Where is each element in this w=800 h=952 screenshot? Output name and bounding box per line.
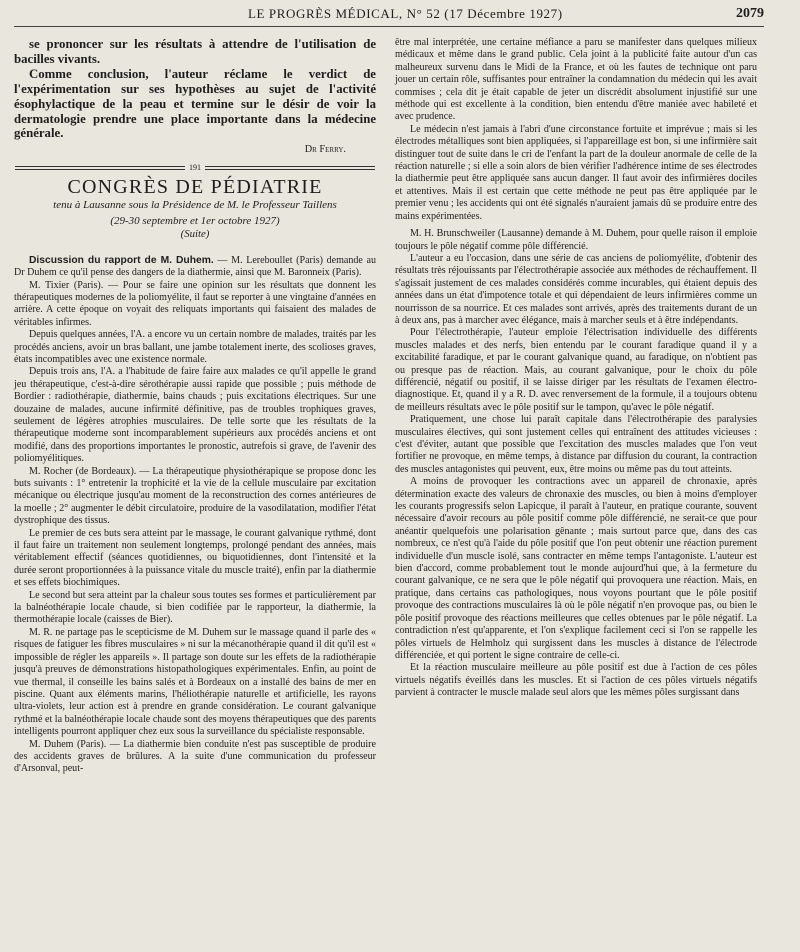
congress-dates: (29-30 septembre et 1er octobre 1927)	[110, 214, 280, 227]
ornament-number: 191	[189, 162, 201, 172]
paragraph: M. H. Brunschweiler (Lausanne) demande à M. Duhem, pour quelle raison il emploie toujours le pôle négatif comme pôle différencié.	[395, 228, 757, 252]
paragraph: A moins de provoquer les contractions avec un appareil de chronaxie, après détermination exacte des valeurs de chronaxie des muscles, ou bien à moins d'employer les courants progressifs selon Lapicque, il paraît à l'auteur, en pratique courante, souvent nécessaire d'avoir recours au pôle positif comme pôle différencié, ne serait-ce que pour anéantir quelquefois une polarisation gênante ; mais surtout parce que, dans des cas nombreux, ce n'est qu'à l'aide du pôle positif que l'on peut obtenir une réaction purement individuelle d'un muscle isolé, sans contracter en même temps l'antagoniste. L'auteur est bien d'accord, comme probablement tout le monde aujourd'hui que, à la fermeture du courant galvanique, ce ne sera que le pôle négatif qui provoquera une réaction. Mais, en pratique, dans certains cas pathologiques, nous voyons pourtant que le pôle positif provoque des contractions musculaires là où le pôle négatif n'en provoque pas, ou bien le pôle positif provoque des réactions meilleures que celles obtenues par le pôle négatif. La contradiction n'est qu'apparente, et l'on s'explique facilement ceci si l'on se rappelle les pôles virtuels de Helmholz qui surgissent dans les muscles à distance de l'électrode différenciée, et qui portent le signe contraire de celle-ci.	[395, 476, 757, 661]
paragraph: Pour l'électrothérapie, l'auteur emploie l'électrisation individuelle des différents muscles malades et des nerfs, bien entendu par le courant faradique quand il y a excitabilité faradique, et par le courant galvanique quand, au faradique, on n'obtient pas ou presque pas de réaction. Mais, au courant galvanique, pour le choix du pôle différencié, négatif ou positif, il se laisse diriger par les résultats de l'examen électro-diagnostique. Et, quand il y a R. D. avec renversement de la formule, il a toujours obtenu de meilleurs résultats avec le pôle positif sur le tampon, qu'avec le pôle négatif.	[395, 327, 757, 413]
discussion-heading: Discussion du rapport de M. Duhem.	[29, 254, 214, 266]
paragraph	[14, 255, 376, 280]
suite-label: (Suite)	[180, 228, 210, 241]
paragraph: M. Duhem (Paris). — La diathermie bien conduite n'est pas susceptible de produire des accidents graves de brûlures. A la suite d'une communication du professeur d'Arsonval, peut-	[14, 738, 376, 775]
discussion-text: — M. Lereboullet (Paris) demande au Dr Duhem ce qu'il pense des dangers de la diathermie, ainsi que M. Baronneix (Paris).	[14, 254, 376, 279]
header-rule	[14, 26, 764, 27]
paragraph: Et la réaction musculaire meilleure au pôle positif est due à l'action de ces pôles virtuels négatifs éveillés dans les muscles. Et si l'action de ces pôles virtuels négatifs parvient à contracter le muscle malade seul alors que les mêmes pôles surgissant dans	[395, 662, 757, 699]
paragraph: Le second but sera atteint par la chaleur sous toutes ses formes et particulièrement par la balnéothérapie locale chaude, si bien codifiée par le rapporteur, la diathermie, la thermothérapie locale (caisses de Bier).	[14, 589, 376, 626]
paragraph: se prononcer sur les résultats à attendre de l'utilisation de bacilles vivants.	[14, 37, 376, 66]
paragraph: Le premier de ces buts sera atteint par le massage, le courant galvanique rythmé, dont il faut faire un traitement non seulement longtemps, prolongé pendant des années, mais véritablement effectif (séances quotidiennes, ou biquotidiennes, dont l'intensité et la durée seront proportionnées à la puissance vitale du muscle traité), enfin par la diathermie et ses effets biochimiques.	[14, 527, 376, 589]
paragraph: Comme conclusion, l'auteur réclame le verdict de l'expérimentation sur ses hypothèses au sujet de l'activité ésophylactique de la peau et termine sur le désir de voir la dermatologie prendre une place importante dans la médecine générale.	[14, 66, 376, 141]
left-column	[14, 37, 376, 776]
section-ornament	[14, 163, 376, 173]
paragraph: M. R. ne partage pas le scepticisme de M. Duhem sur le massage quand il parle des « risques de fatiguer les fibres musculaires » ni sur la mécanothérapie quand il dit qu'il est « impossible de régler les appareils ». Il partage son doute sur les effets de la radiothérapie jusqu'à preuves de démonstrations histopathologiques expérimentales. Enfin, au point de vue thermal, il conseille les bains salés et à Bordeaux on a installé des bains de mer en piscine. Quant aux éléments marins, l'héliothérapie naturelle et artificielle, les rayons ultra-violets, leur action est à prendre en grande considération. Le courant galvanique rythmé et la balnéothérapie locale chaude sont des moyens thérapeutiques que des parents intelligents pourront appliquer chez eux sous la surveillance du spécialiste responsable.	[14, 626, 376, 738]
section-title: CONGRÈS DE PÉDIATRIE	[67, 176, 323, 199]
paragraph: Pratiquement, une chose lui paraît capitale dans l'électrothérapie des paralysies musculaires électives, qui sont justement celles qui entraînent des attitudes vicieuses : c'est d'éviter, autant que possible que l'excitation des muscles malades que l'on veut fortifier ne provoque, en même temps, à distance par diffusion du courant, la contraction des muscles antagonistes qui peuvent, eux, être moins ou même pas du tout atteints.	[395, 414, 757, 475]
paragraph: Depuis quelques années, l'A. a encore vu un certain nombre de malades, traités par les procédés anciens, avoir un bras ballant, une jambe totalement inerte, des scolioses graves, états incompatibles avec une existence normale.	[14, 329, 376, 365]
running-title: LE PROGRÈS MÉDICAL, N° 52 (17 Décembre 1927)	[248, 6, 563, 21]
paragraph: M. Rocher (de Bordeaux). — La thérapeutique physiothérapique se propose donc les buts suivants : 1° entretenir la trophicité et la vie de la cellule musculaire par excitation mécanique ou électrique jusqu'au moment de la reconstruction des cornes antérieures de la moelle ; 2° augmenter le débit circulatoire, produire de la vasodilatation, modifier l'état dystrophique des tissus.	[14, 465, 376, 527]
page-header	[14, 6, 764, 24]
page-number: 2079	[736, 6, 764, 21]
right-column	[395, 37, 757, 700]
paragraph: L'auteur a eu l'occasion, dans une série de cas anciens de poliomyélite, d'obtenir des résultats très réjouissants par l'électrothérapie associée aux méthodes de réchauffement. Il s'agissait justement de ces malades considérés comme incurables, qui étaient depuis des années dans un état d'impotence totale et qui dépendaient de leurs infirmières comme un nourrisson de sa nourrice. Et ces malades sont arrivés, après des traitements durant de un à deux ans, pas à marcher avec élégance, mais à marcher seuls et à être indépendants.	[395, 252, 757, 326]
paragraph: Depuis trois ans, l'A. a l'habitude de faire faire aux malades ce qu'il appelle le grand jeu thérapeutique, c'est-à-dire sérothérapie aussi rapide que possible ; puis méthode de Bordier : radiothérapie, diathermie, bains chauds ; puis excitations électriques. Sur une douzaine de malades, aucune infirmité définitive, pas de troubles trophiques graves, seulement de légères atrophies musculaires. De telle sorte que les résultats de la thérapeutique moderne sont incomparablement supérieurs aux procédés anciens et ont modifié, dans des proportions importantes le pronostic, autrefois si grave, de l'avenir des poliomyélitiques.	[14, 366, 376, 465]
paragraph: Le médecin n'est jamais à l'abri d'une circonstance fortuite et imprévue ; mais si les électrodes métalliques sont bien appliquées, si l'appareillage est bon, si une infirmière sait distinguer tout de suite dans le cri de l'enfant la part de la douleur anormale de celle de la réaction naturelle ; si elle a soin alors de bien vérifier l'adhérence intime de ses électrodes la diathermie peut être appliquée sans aucun danger. Il faut avoir des infirmières dociles et attentives. Mais il est certain que cette méthode ne peut pas être appliquée par le premier venu ; les accidents qui ont été signalés n'auraient jamais dû se produire entre des mains expérimentées.	[395, 123, 757, 222]
paragraph: M. Tixier (Paris). — Pour se faire une opinion sur les résultats que donnent les thérapeutiques modernes de la poliomyélite, il faut se reporter à une vingtaine d'années en arrière. A cette époque on voyait des reliquats importants qui faisaient des malades de véritables infirmes.	[14, 279, 376, 328]
congress-subtitle: tenu à Lausanne sous la Présidence de M. le Professeur Taillens	[53, 199, 337, 212]
paragraph: être mal interprétée, une certaine méfiance a paru se manifester dans quelques milieux médicaux et même dans le grand public. Cela joint à la publicité faite autour d'un cas malheureux survenu dans le Midi de la France, et où les fautes de technique ont paru jouer un certain rôle, suffisantes pour entraîner la condamnation du médecin qui les avait commises ; cela dit je était capable de jeter un discrédit absolument injustifié sur une méthode qui est excellente à la condition, bien entendu d'être maniée avec habileté et avec prudence.	[395, 37, 757, 123]
author-signature: Dr Ferry.	[304, 144, 346, 156]
